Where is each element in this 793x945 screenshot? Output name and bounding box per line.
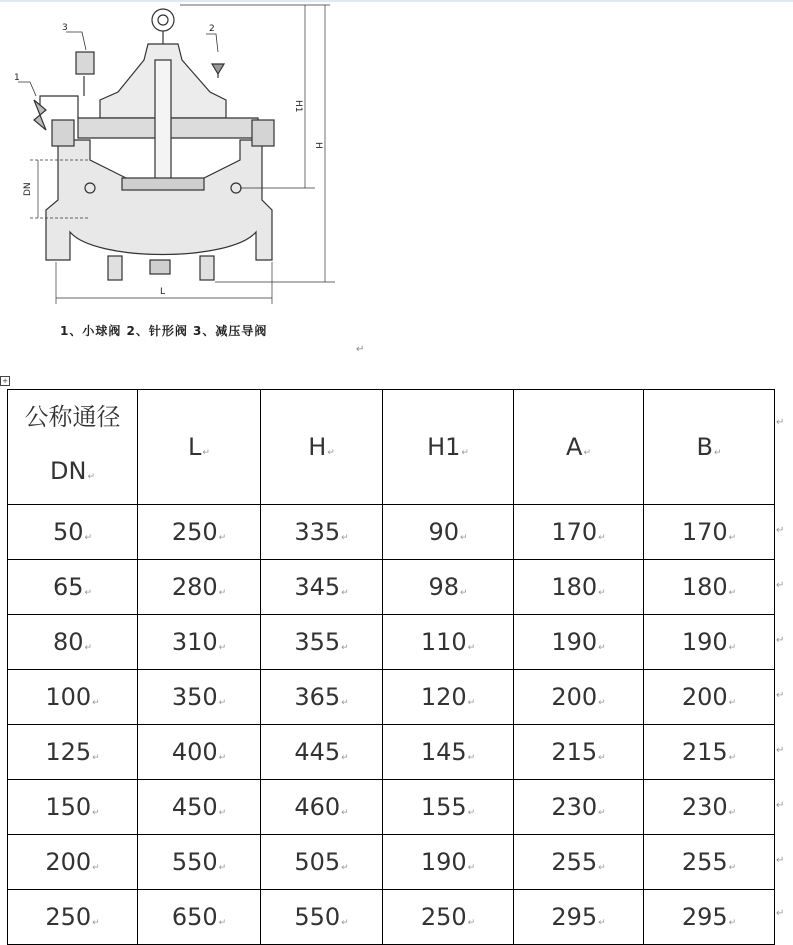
table-row	[8, 615, 775, 670]
table-cell: 335↵	[261, 505, 383, 560]
header-cell: 公称通径 DN↵	[8, 390, 138, 505]
dim-h1: H1	[293, 100, 303, 113]
table-cell: 200↵	[644, 670, 775, 725]
table-cell: 150↵	[8, 780, 138, 835]
header-cell: B↵	[644, 390, 775, 505]
table-cell: 190↵	[514, 615, 644, 670]
table-row	[8, 670, 775, 725]
table-cell: 65↵	[8, 560, 138, 615]
table-cell: 550↵	[261, 890, 383, 945]
table-header-row	[8, 390, 775, 505]
table-anchor-icon[interactable]: +	[0, 376, 10, 386]
drawing-caption: 1、小球阀 2、针形阀 3、减压导阀	[60, 324, 268, 338]
dim-h: H	[313, 142, 323, 149]
table-cell: 200↵	[514, 670, 644, 725]
table-cell: 250↵	[8, 890, 138, 945]
table-row	[8, 505, 775, 560]
table-cell: 355↵	[261, 615, 383, 670]
table-row	[8, 725, 775, 780]
table-cell: 98↵	[383, 560, 514, 615]
dim-l: L	[160, 287, 166, 297]
table-cell: 50↵	[8, 505, 138, 560]
header-cell: L↵	[138, 390, 261, 505]
row-end-mark: ↵	[776, 855, 785, 866]
table-cell: 170↵	[514, 505, 644, 560]
table-cell: 460↵	[261, 780, 383, 835]
table-cell: 295↵	[514, 890, 644, 945]
table-cell: 350↵	[138, 670, 261, 725]
row-end-mark: ↵	[776, 800, 785, 811]
table-cell: 550↵	[138, 835, 261, 890]
valve-drawing	[0, 0, 360, 345]
row-end-mark: ↵	[776, 417, 785, 428]
table-cell: 445↵	[261, 725, 383, 780]
table-cell: 145↵	[383, 725, 514, 780]
row-end-mark: ↵	[776, 635, 785, 646]
table-cell: 155↵	[383, 780, 514, 835]
table-cell: 100↵	[8, 670, 138, 725]
table-row	[8, 560, 775, 615]
table-cell: 190↵	[383, 835, 514, 890]
table-cell: 80↵	[8, 615, 138, 670]
table-cell: 450↵	[138, 780, 261, 835]
table-cell: 310↵	[138, 615, 261, 670]
table-cell: 200↵	[8, 835, 138, 890]
table-cell: 110↵	[383, 615, 514, 670]
callout-3: 3	[62, 23, 68, 33]
table-cell: 215↵	[644, 725, 775, 780]
table-cell: 180↵	[644, 560, 775, 615]
table-cell: 255↵	[514, 835, 644, 890]
table-cell: 365↵	[261, 670, 383, 725]
table-cell: 230↵	[514, 780, 644, 835]
table-cell: 90↵	[383, 505, 514, 560]
header-cell: H1↵	[383, 390, 514, 505]
table-cell: 255↵	[644, 835, 775, 890]
table-row	[8, 780, 775, 835]
table-cell: 170↵	[644, 505, 775, 560]
spec-table	[7, 389, 775, 945]
table-cell: 180↵	[514, 560, 644, 615]
callout-2: 2	[209, 24, 215, 34]
table-cell: 280↵	[138, 560, 261, 615]
row-end-mark: ↵	[776, 690, 785, 701]
header-cell: A↵	[514, 390, 644, 505]
table-cell: 505↵	[261, 835, 383, 890]
table-cell: 345↵	[261, 560, 383, 615]
table-cell: 230↵	[644, 780, 775, 835]
table-cell: 190↵	[644, 615, 775, 670]
header-cell: H↵	[261, 390, 383, 505]
callout-1: 1	[14, 73, 20, 83]
table-cell: 125↵	[8, 725, 138, 780]
table-cell: 120↵	[383, 670, 514, 725]
table-cell: 250↵	[383, 890, 514, 945]
table-cell: 250↵	[138, 505, 261, 560]
dim-dn: DN	[23, 182, 33, 196]
table-cell: 650↵	[138, 890, 261, 945]
row-end-mark: ↵	[776, 745, 785, 756]
row-end-mark: ↵	[776, 525, 785, 536]
table-cell: 295↵	[644, 890, 775, 945]
table-row	[8, 890, 775, 945]
row-end-mark: ↵	[776, 908, 785, 919]
table-cell: 400↵	[138, 725, 261, 780]
table-cell: 215↵	[514, 725, 644, 780]
paragraph-mark: ↵	[356, 344, 365, 355]
table-row	[8, 835, 775, 890]
lifting-eye	[152, 9, 174, 31]
row-end-mark: ↵	[776, 580, 785, 591]
